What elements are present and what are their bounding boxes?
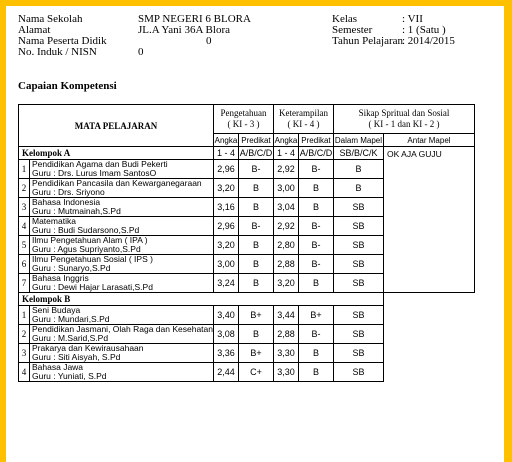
row-number: 4 [19,363,30,382]
subject-name: Pendidikan Jasmani, Olah Raga dan Kesehatan [32,324,213,334]
subject-name: Pendidikan Pancasila dan Kewarganegaraan [32,178,202,188]
teacher-name: Guru : Drs. Lurus Imam SantosO [32,168,157,178]
subject-name: Bahasa Jawa [32,362,84,372]
knowledge-predikat: B+ [238,306,273,325]
skills-angka: 2,80 [273,236,298,255]
school-value: SMP NEGERI 6 BLORA [138,13,251,25]
table-row [19,306,475,325]
scale-skills-angka: 1 - 4 [273,147,298,160]
scale-knowledge-predikat: A/B/C/D [239,148,273,158]
skills-predikat: B [298,179,333,198]
skills-predikat: B [298,198,333,217]
antar-mapel-header: Antar Mapel [383,134,474,147]
row-number: 5 [19,236,30,255]
knowledge-angka: 3,16 [213,198,238,217]
row-number: 6 [19,255,30,274]
skills-title: Keterampilan [278,108,328,118]
skills-angka: 3,04 [273,198,298,217]
teacher-name: Guru : Siti Aisyah, S.Pd [32,352,121,362]
attitude-dalam-mapel: SB [333,274,383,293]
row-number: 1 [19,306,30,325]
subject-cell [30,217,214,236]
subject-name: Bahasa Indonesia [32,197,101,207]
attitude-dalam-mapel: SB [333,255,383,274]
row-number: 1 [19,160,30,179]
teacher-name: Guru : Yuniati, S.Pd [32,371,107,381]
attitude-header [333,105,474,134]
competency-table [18,104,475,382]
knowledge-title: Pengetahuan [220,108,267,118]
attitude-dalam-mapel: SB [333,306,383,325]
skills-predikat: B+ [298,306,333,325]
skills-predikat: B [298,363,333,382]
knowledge-angka: 3,24 [213,274,238,293]
skills-predikat: B [298,344,333,363]
attitude-dalam-mapel: SB [333,236,383,255]
subject-cell [30,344,214,363]
knowledge-angka: 3,40 [213,306,238,325]
knowledge-ki: ( KI - 3 ) [227,119,260,129]
subject-name: Ilmu Pengetahuan Sosial ( IPS ) [32,254,153,264]
subject-cell [30,236,214,255]
row-number: 3 [19,344,30,363]
year-label: Tahun Pelajaran [332,35,404,47]
teacher-name: Guru : Drs. Sriyono [32,187,105,197]
address-label: Alamat [18,24,51,36]
subject-cell [30,198,214,217]
skills-angka: 2,92 [273,160,298,179]
teacher-name: Guru : Mutmainah,S.Pd [32,206,121,216]
attitude-dalam-mapel: SB [333,363,383,382]
dalam-mapel-header: Dalam Mapel [334,135,383,145]
row-number: 2 [19,179,30,198]
subject-cell [30,363,214,382]
skills-angka: 2,92 [273,217,298,236]
subject-name: Pendidikan Agama dan Budi Pekerti [32,159,168,169]
group-b-row [19,293,475,306]
subject-cell [30,255,214,274]
skills-predikat: B- [298,160,333,179]
skills-angka-header: Angka [274,135,298,145]
knowledge-predikat: B [238,198,273,217]
teacher-name: Guru : M.Sarid,S.Pd [32,333,109,343]
subject-name: Ilmu Pengetahuan Alam ( IPA ) [32,235,148,245]
class-value: : VII [402,13,423,25]
attitude-dalam-mapel: SB [333,325,383,344]
knowledge-predikat: B- [238,160,273,179]
knowledge-predikat: B+ [238,344,273,363]
knowledge-angka: 2,96 [213,217,238,236]
teacher-name: Guru : Budi Sudarsono,S.Pd [32,225,140,235]
knowledge-angka: 3,36 [213,344,238,363]
subject-cell [30,325,214,344]
attitude-dalam-mapel: B [333,179,383,198]
subject-name: Matematika [32,216,76,226]
skills-angka: 3,30 [273,344,298,363]
knowledge-angka: 3,20 [213,236,238,255]
knowledge-angka: 3,00 [213,255,238,274]
knowledge-header [213,105,273,134]
row-number: 7 [19,274,30,293]
group-a-label: Kelompok A [19,147,214,160]
teacher-name: Guru : Agus Supriyanto,S.Pd [32,244,141,254]
nisn-label: No. Induk / NISN [18,46,97,58]
class-label: Kelas [332,13,358,25]
knowledge-predikat: B [238,274,273,293]
subject-name: Prakarya dan Kewirausahaan [32,343,144,353]
year-value: : 2014/2015 [402,35,455,47]
scale-attitude: SB/B/C/K [333,147,383,160]
knowledge-predikat-header: Predikat [238,134,273,147]
skills-predikat: B- [298,217,333,236]
skills-angka: 3,30 [273,363,298,382]
skills-angka: 3,20 [273,274,298,293]
skills-ki: ( KI - 4 ) [287,119,320,129]
skills-angka: 2,88 [273,325,298,344]
school-label: Nama Sekolah [18,13,83,25]
attitude-title: Sikap Spritual dan Sosial [358,108,450,118]
skills-angka: 2,88 [273,255,298,274]
table-row [19,344,475,363]
student-name-value: 0 [206,35,212,47]
scale-skills-predikat: A/B/C/D [299,148,333,158]
report-sheet [6,6,504,462]
knowledge-predikat: B- [238,217,273,236]
subject-cell [30,179,214,198]
skills-predikat: B- [298,236,333,255]
student-name-label: Nama Peserta Didik [18,35,107,47]
knowledge-predikat: C+ [238,363,273,382]
teacher-name: Guru : Dewi Hajar Larasati,S.Pd [32,282,153,292]
attitude-dalam-mapel: SB [333,217,383,236]
teacher-name: Guru : Sunaryo,S.Pd [32,263,111,273]
knowledge-predikat: B [238,179,273,198]
skills-predikat: B- [298,325,333,344]
scale-row [19,147,475,160]
subject-name: Seni Budaya [32,305,81,315]
attitude-dalam-mapel: SB [333,344,383,363]
subject-cell [30,160,214,179]
knowledge-predikat: B [238,255,273,274]
semester-value: : 1 (Satu ) [402,24,446,36]
knowledge-angka: 3,08 [213,325,238,344]
scale-knowledge-angka: 1 - 4 [213,147,238,160]
skills-predikat: B- [298,255,333,274]
knowledge-angka: 3,20 [213,179,238,198]
attitude-ki: ( KI - 1 dan KI - 2 ) [368,119,440,129]
antar-mapel-description: OK AJA GUJU [383,147,474,293]
address-value: JL.A Yani 36A Blora [138,24,230,36]
subject-cell [30,274,214,293]
semester-label: Semester [332,24,373,36]
subject-column-header: MATA PELAJARAN [19,105,214,147]
row-number: 4 [19,217,30,236]
knowledge-predikat: B [238,236,273,255]
subject-cell [30,306,214,325]
attitude-dalam-mapel: B [333,160,383,179]
teacher-name: Guru : Mundari,S.Pd [32,314,110,324]
table-row [19,363,475,382]
row-number: 2 [19,325,30,344]
group-b-label: Kelompok B [19,293,384,306]
knowledge-angka-header: Angka [214,135,238,145]
section-title: Capaian Kompetensi [18,80,117,92]
skills-angka: 3,44 [273,306,298,325]
skills-header [273,105,333,134]
skills-predikat-header: Predikat [298,134,333,147]
knowledge-angka: 2,44 [213,363,238,382]
attitude-dalam-mapel: SB [333,198,383,217]
nisn-value: 0 [138,46,144,58]
knowledge-angka: 2,96 [213,160,238,179]
knowledge-predikat: B [238,325,273,344]
subject-name: Bahasa Inggris [32,273,89,283]
row-number: 3 [19,198,30,217]
skills-angka: 3,00 [273,179,298,198]
skills-predikat: B [298,274,333,293]
table-row [19,325,475,344]
